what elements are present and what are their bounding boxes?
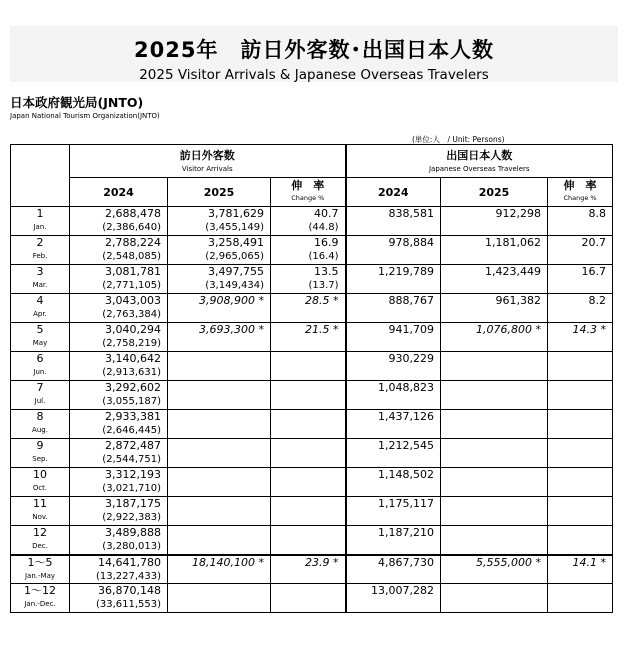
arrivals-2025-cell (168, 584, 271, 613)
travelers-2025-cell (441, 439, 548, 468)
arrivals-change-cell (271, 439, 346, 468)
arrivals-2024-cell: 2,788,224 (2,548,085) (70, 236, 168, 265)
arrivals-2025-cell (168, 526, 271, 555)
month-cell: 4 Apr. (11, 294, 70, 323)
arrivals-2024-cell: 36,870,148 (33,611,553) (70, 584, 168, 613)
table-row (11, 555, 613, 584)
travelers-2024-cell: 1,048,823 (346, 381, 441, 410)
table-row (11, 265, 613, 294)
arrivals-2024-cell: 3,292,602 (3,055,187) (70, 381, 168, 410)
arrivals-header-jp: 訪日外客数 (179, 149, 235, 162)
arrivals-change-cell: 21.5 * (271, 323, 346, 352)
arrivals-2025-cell (168, 497, 271, 526)
corner-cell (11, 145, 70, 207)
arrivals-2025-cell: 3,781,629 (3,455,149) (168, 207, 271, 236)
month-cell: 3 Mar. (11, 265, 70, 294)
month-cell: 1～12 Jan.-Dec. (11, 584, 70, 613)
travelers-2024-cell: 888,767 (346, 294, 441, 323)
arrivals-change-cell (271, 497, 346, 526)
travelers-header-jp: 出国日本人数 (446, 149, 513, 162)
travelers-2025-cell (441, 381, 548, 410)
travelers-header-en: Japanese Overseas Travelers (428, 165, 530, 173)
travelers-2024-cell: 1,219,789 (346, 265, 441, 294)
arrivals-change-cell: 40.7 (44.8) (271, 207, 346, 236)
arrivals-change-cell: 23.9 * (271, 555, 346, 584)
arrivals-2025-cell: 3,497,755 (3,149,434) (168, 265, 271, 294)
table-row (11, 207, 613, 236)
arrivals-2024-cell: 3,312,193 (3,021,710) (70, 468, 168, 497)
col-travelers-2025: 2025 (441, 178, 548, 207)
arrivals-change-cell (271, 410, 346, 439)
travelers-2024-cell: 1,187,210 (346, 526, 441, 555)
travelers-change-cell: 8.2 (548, 294, 613, 323)
statistics-table (10, 144, 613, 613)
unit-note: (単位:人 / Unit: Persons) (412, 135, 505, 144)
travelers-2025-cell: 1,076,800 * (441, 323, 548, 352)
travelers-2025-cell: 961,382 (441, 294, 548, 323)
travelers-2024-cell: 1,148,502 (346, 468, 441, 497)
travelers-2024-cell: 4,867,730 (346, 555, 441, 584)
arrivals-group-header (70, 145, 346, 178)
month-cell: 7 Jul. (11, 381, 70, 410)
organization-name: 日本政府観光局(JNTO) (10, 95, 144, 110)
travelers-change-cell (548, 352, 613, 381)
travelers-2025-cell (441, 468, 548, 497)
arrivals-2025-cell (168, 468, 271, 497)
arrivals-header-en: Visitor Arrivals (181, 165, 233, 173)
travelers-2025-cell (441, 497, 548, 526)
travelers-2025-cell (441, 352, 548, 381)
table-row (11, 294, 613, 323)
travelers-change-cell (548, 410, 613, 439)
arrivals-2025-cell: 3,908,900 * (168, 294, 271, 323)
col-travelers-change: 伸 率 Change % (548, 178, 613, 207)
travelers-group-header (346, 145, 613, 178)
arrivals-2024-cell: 2,688,478 (2,386,640) (70, 207, 168, 236)
travelers-change-cell (548, 468, 613, 497)
table-row (11, 236, 613, 265)
travelers-2025-cell: 5,555,000 * (441, 555, 548, 584)
arrivals-2024-cell: 3,081,781 (2,771,105) (70, 265, 168, 294)
month-cell: 12 Dec. (11, 526, 70, 555)
table-row (11, 439, 613, 468)
travelers-2024-cell: 941,709 (346, 323, 441, 352)
arrivals-change-cell (271, 352, 346, 381)
table-row (11, 352, 613, 381)
arrivals-2025-cell: 18,140,100 * (168, 555, 271, 584)
travelers-change-cell: 14.1 * (548, 555, 613, 584)
arrivals-2024-cell: 3,140,642 (2,913,631) (70, 352, 168, 381)
month-cell: 11 Nov. (11, 497, 70, 526)
travelers-2025-cell: 1,181,062 (441, 236, 548, 265)
travelers-2024-cell: 1,175,117 (346, 497, 441, 526)
travelers-change-cell: 16.7 (548, 265, 613, 294)
arrivals-change-cell (271, 584, 346, 613)
travelers-2024-cell: 1,212,545 (346, 439, 441, 468)
arrivals-change-cell (271, 468, 346, 497)
col-arrivals-2025: 2025 (168, 178, 271, 207)
month-cell: 2 Feb. (11, 236, 70, 265)
arrivals-2024-cell: 3,187,175 (2,922,383) (70, 497, 168, 526)
month-cell: 8 Aug. (11, 410, 70, 439)
travelers-change-cell (548, 381, 613, 410)
travelers-2024-cell: 1,437,126 (346, 410, 441, 439)
travelers-change-cell: 20.7 (548, 236, 613, 265)
col-arrivals-2024: 2024 (70, 178, 168, 207)
table-row (11, 410, 613, 439)
arrivals-change-cell (271, 526, 346, 555)
travelers-2024-cell: 13,007,282 (346, 584, 441, 613)
travelers-2025-cell (441, 526, 548, 555)
travelers-change-cell: 14.3 * (548, 323, 613, 352)
col-travelers-2024: 2024 (346, 178, 441, 207)
arrivals-change-cell (271, 381, 346, 410)
arrivals-change-cell: 16.9 (16.4) (271, 236, 346, 265)
month-cell: 5 May (11, 323, 70, 352)
table-row (11, 584, 613, 613)
page-subtitle: 2025 Visitor Arrivals & Japanese Overseas Travelers (139, 67, 489, 83)
travelers-2024-cell: 930,229 (346, 352, 441, 381)
arrivals-2025-cell (168, 381, 271, 410)
travelers-change-cell (548, 584, 613, 613)
table-row (11, 497, 613, 526)
table-row (11, 323, 613, 352)
month-cell: 9 Sep. (11, 439, 70, 468)
page-title: 2025年 訪日外客数･出国日本人数 (134, 38, 494, 62)
organization-name-en: Japan National Tourism Organization(JNTO) (10, 112, 160, 120)
travelers-2024-cell: 978,884 (346, 236, 441, 265)
col-arrivals-change: 伸 率 Change % (271, 178, 346, 207)
travelers-change-cell (548, 526, 613, 555)
table-row (11, 526, 613, 555)
table-row (11, 468, 613, 497)
arrivals-change-cell: 28.5 * (271, 294, 346, 323)
month-cell: 1～5 Jan.-May (11, 555, 70, 584)
arrivals-2025-cell: 3,258,491 (2,965,065) (168, 236, 271, 265)
arrivals-2024-cell: 3,043,003 (2,763,384) (70, 294, 168, 323)
arrivals-2025-cell (168, 410, 271, 439)
arrivals-2024-cell: 3,040,294 (2,758,219) (70, 323, 168, 352)
month-cell: 10 Oct. (11, 468, 70, 497)
arrivals-2024-cell: 14,641,780 (13,227,433) (70, 555, 168, 584)
arrivals-2025-cell (168, 439, 271, 468)
travelers-2024-cell: 838,581 (346, 207, 441, 236)
title-banner (10, 26, 618, 82)
arrivals-2024-cell: 2,933,381 (2,646,445) (70, 410, 168, 439)
travelers-change-cell: 8.8 (548, 207, 613, 236)
arrivals-2025-cell (168, 352, 271, 381)
travelers-2025-cell (441, 410, 548, 439)
table-row (11, 381, 613, 410)
travelers-2025-cell: 1,423,449 (441, 265, 548, 294)
travelers-2025-cell: 912,298 (441, 207, 548, 236)
arrivals-2025-cell: 3,693,300 * (168, 323, 271, 352)
travelers-change-cell (548, 439, 613, 468)
arrivals-change-cell: 13.5 (13.7) (271, 265, 346, 294)
travelers-2025-cell (441, 584, 548, 613)
arrivals-2024-cell: 3,489,888 (3,280,013) (70, 526, 168, 555)
travelers-change-cell (548, 497, 613, 526)
month-cell: 1 Jan. (11, 207, 70, 236)
arrivals-2024-cell: 2,872,487 (2,544,751) (70, 439, 168, 468)
month-cell: 6 Jun. (11, 352, 70, 381)
